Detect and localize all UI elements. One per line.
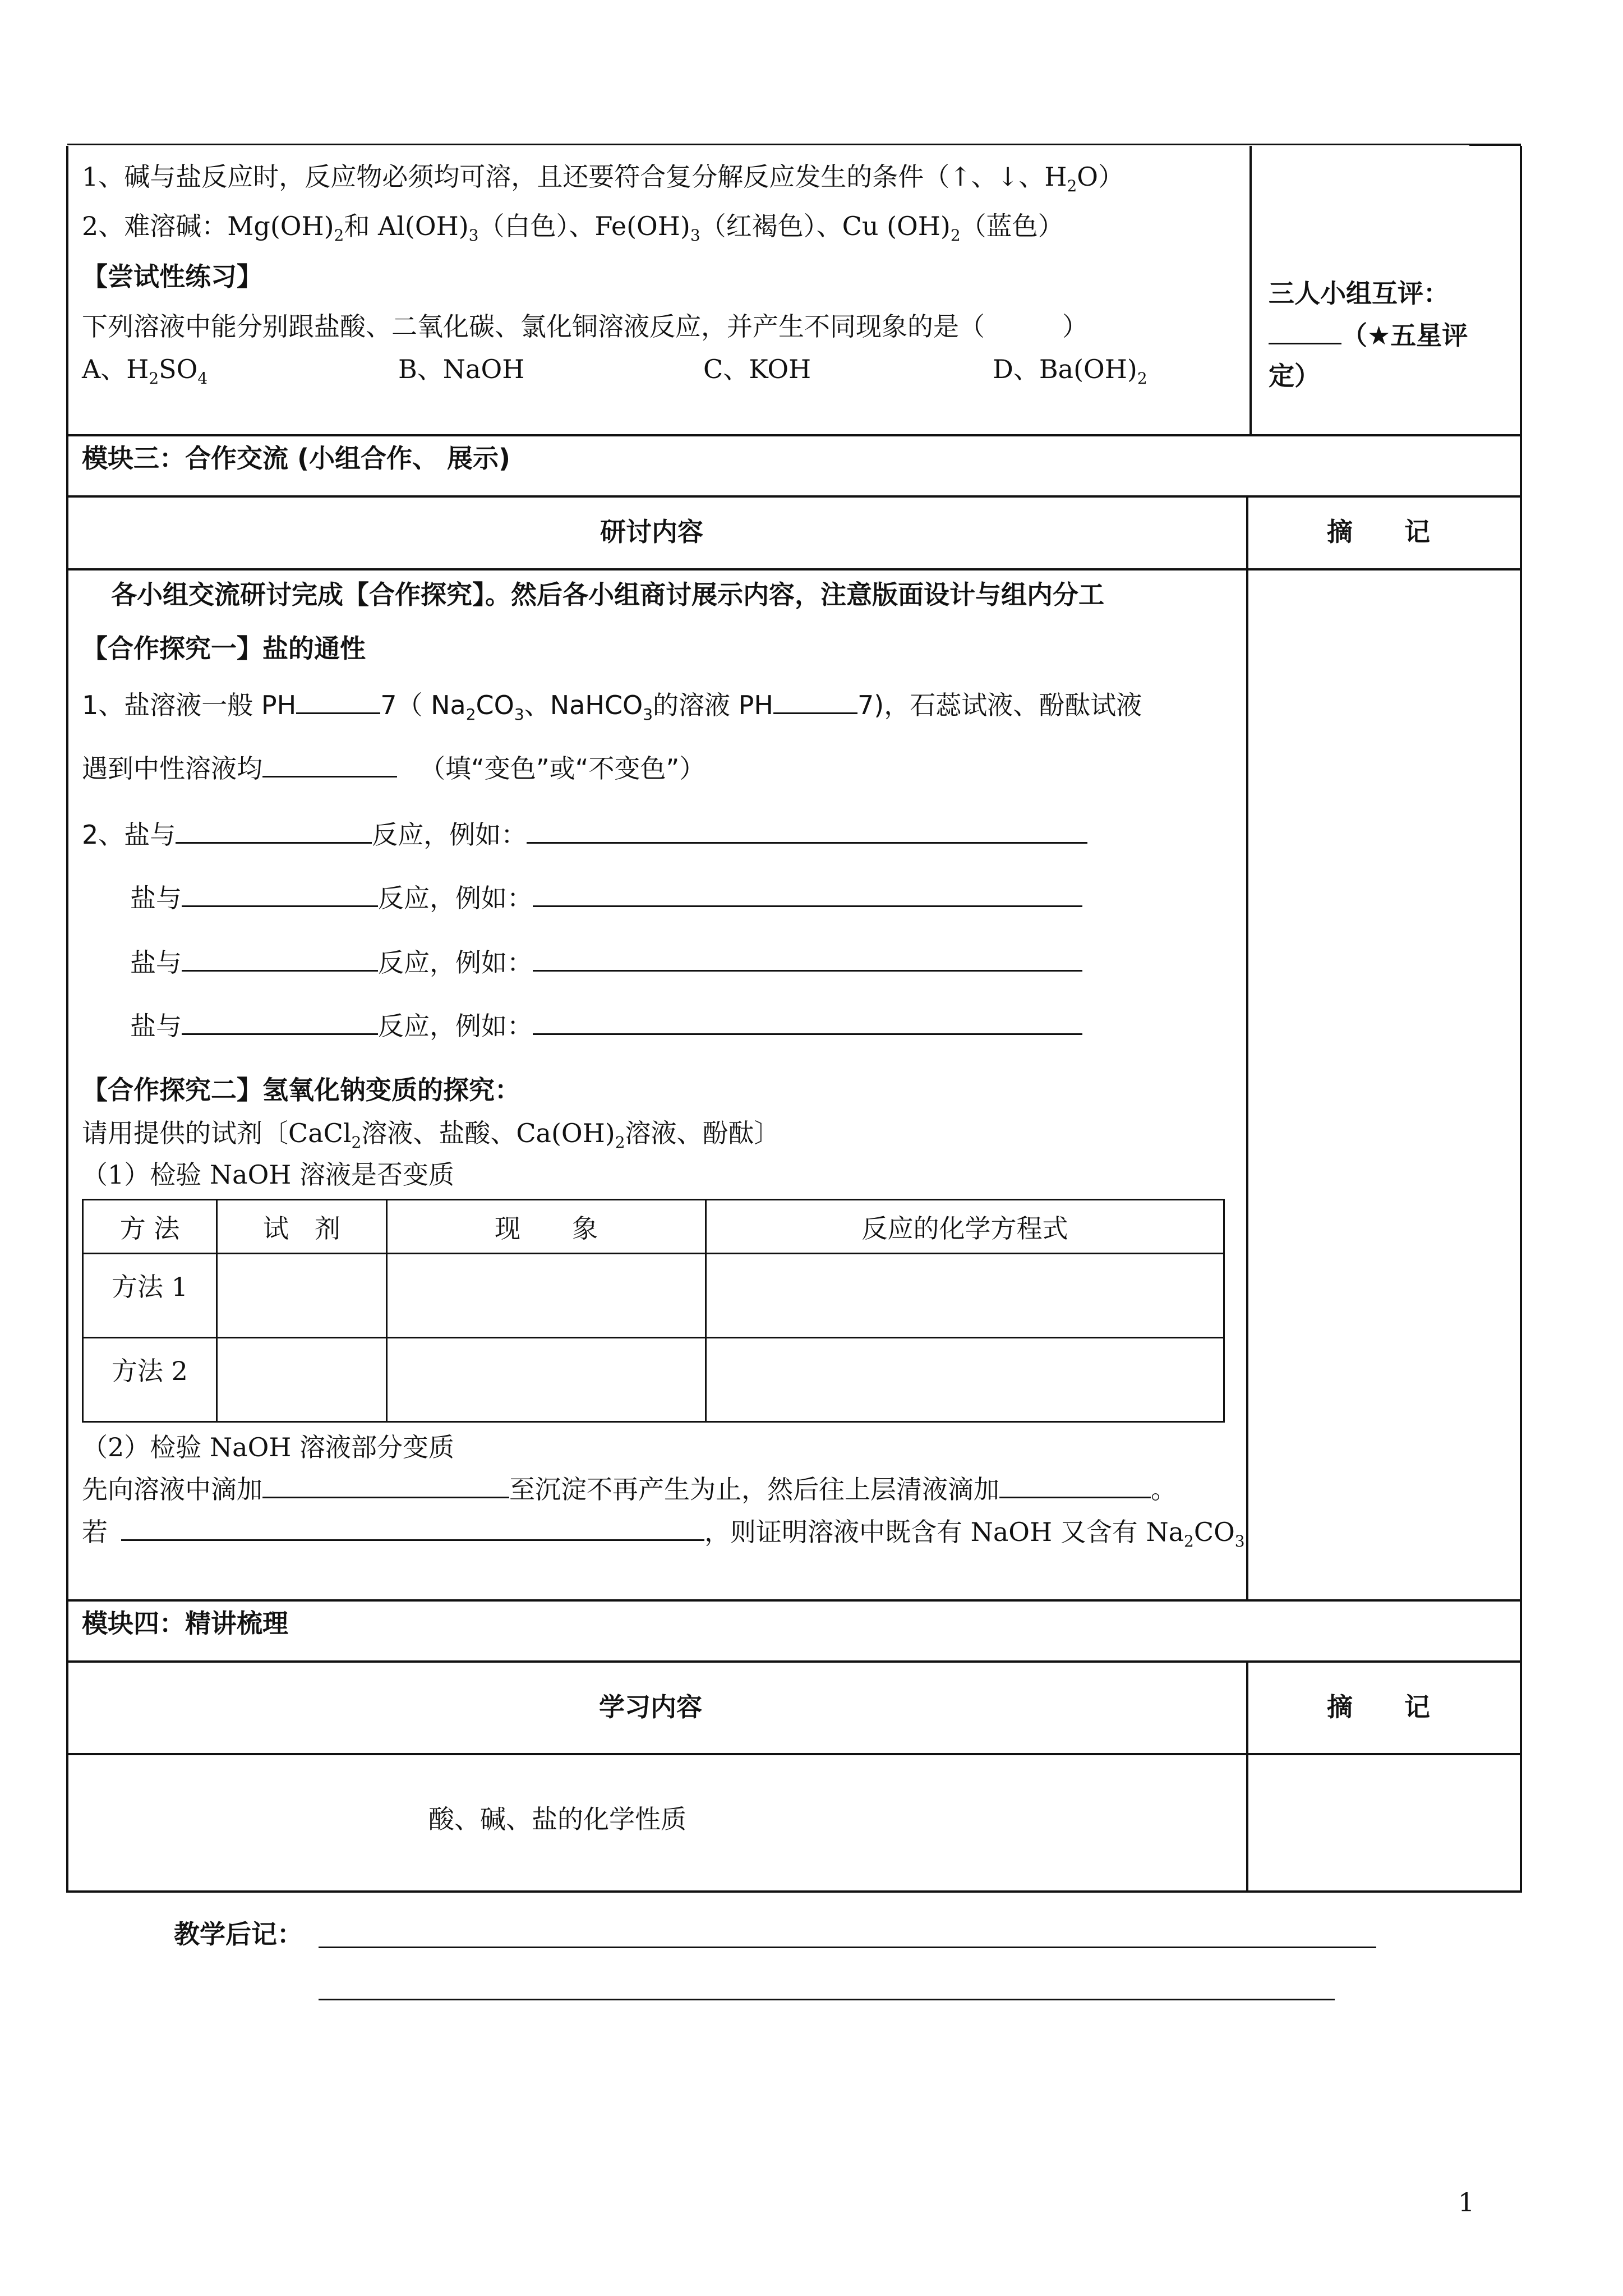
method-2-equation[interactable] bbox=[706, 1338, 1224, 1422]
explore1-heading: 【合作探究一】盐的通性 bbox=[82, 633, 366, 664]
method-2-phenomenon[interactable] bbox=[387, 1338, 706, 1422]
module4-col-content: 学习内容 bbox=[599, 1692, 702, 1722]
option-d: D、$Ba(OH)_2$ bbox=[993, 354, 1147, 388]
question-1: （1）检验 NaOH 溶液是否变质 bbox=[82, 1159, 455, 1190]
salt-reaction-row-3: 盐与 反应，例如： bbox=[130, 945, 1082, 979]
explore1-line2: 遇到中性溶液均 （填“变色”或“不变色”） bbox=[82, 751, 705, 785]
try-practice-heading: 【尝试性练习】 bbox=[82, 261, 262, 292]
practice-question: 下列溶液中能分别跟盐酸、二氧化碳、氯化铜溶液反应，并产生不同现象的是（ ） bbox=[82, 311, 1088, 342]
module3-notes-divider bbox=[1246, 496, 1248, 1600]
module3-intro: 各小组交流研讨完成【合作探究】。然后各小组商讨展示内容，注意版面设计与组内分工 bbox=[111, 579, 1104, 610]
table-right-border bbox=[1520, 146, 1522, 1893]
salt-reaction-row-4: 盐与 反应，例如： bbox=[130, 1009, 1082, 1043]
reagents-line: 请用提供的试剂〔CaCl$_2$溶液、盐酸、$Ca(OH)_2$溶液、酚酞〕 bbox=[82, 1118, 780, 1152]
question-2-line1: 先向溶液中滴加 至沉淀不再产生为止，然后往上层清液滴加 。 bbox=[82, 1472, 1177, 1506]
drop-reagent-blank-2[interactable] bbox=[999, 1472, 1151, 1498]
explore2-heading: 【合作探究二】氢氧化钠变质的探究： bbox=[82, 1075, 520, 1105]
postscript-line-1[interactable] bbox=[319, 1947, 1376, 1948]
method-table bbox=[82, 1199, 1225, 1423]
module4-col-notes: 摘 记 bbox=[1327, 1692, 1430, 1722]
example-blank-2[interactable] bbox=[533, 881, 1082, 907]
peer-review-end: 定） bbox=[1269, 361, 1320, 391]
condition-blank[interactable] bbox=[121, 1515, 704, 1541]
postscript-line-2[interactable] bbox=[319, 1999, 1335, 2000]
peer-review-rating: （★五星评 bbox=[1269, 318, 1468, 352]
th-method: 方 法 bbox=[83, 1200, 217, 1254]
salt-blank-2[interactable] bbox=[182, 881, 378, 907]
module3-col-content: 研讨内容 bbox=[600, 517, 703, 547]
example-blank-4[interactable] bbox=[533, 1009, 1082, 1035]
salt-blank-3[interactable] bbox=[182, 945, 378, 972]
module3-title: 模块三：合作交流 (小组合作、 展示) bbox=[82, 443, 511, 473]
peer-review-blank[interactable] bbox=[1269, 318, 1341, 344]
top-section-divider bbox=[1249, 146, 1252, 435]
module4-notes-divider bbox=[1246, 1662, 1248, 1893]
salt-reaction-row-1: 2、盐与 反应，例如： bbox=[82, 817, 1087, 852]
salt-blank-4[interactable] bbox=[182, 1009, 378, 1035]
method-1-label: 方法 1 bbox=[83, 1254, 217, 1338]
rule-line-1: 1、碱与盐反应时，反应物必须均可溶，且还要符合复分解反应发生的条件（↑、↓、$H_2O$） bbox=[82, 162, 1124, 196]
question-2: （2）检验 NaOH 溶液部分变质 bbox=[82, 1432, 455, 1462]
hr-module4-header-bottom bbox=[66, 1753, 1522, 1755]
explore1-line1: 1、盐溶液一般 PH 7（ $Na_2CO_3$、NaHCO$_3$的溶液 PH 7)，石蕊试液、酚酞试液 bbox=[82, 688, 1142, 722]
hr-module4-top bbox=[66, 1599, 1522, 1602]
color-change-blank[interactable] bbox=[262, 751, 397, 777]
option-b: B、NaOH bbox=[398, 354, 525, 384]
postscript-label: 教学后记： bbox=[174, 1919, 303, 1949]
th-equation: 反应的化学方程式 bbox=[706, 1200, 1224, 1254]
method-1-reagent[interactable] bbox=[217, 1254, 387, 1338]
method-1-equation[interactable] bbox=[706, 1254, 1224, 1338]
table-left-border bbox=[66, 146, 68, 1893]
module4-content: 酸、碱、盐的化学性质 bbox=[428, 1804, 686, 1834]
example-blank-1[interactable] bbox=[527, 817, 1087, 844]
rule-line-2: 2、难溶碱：$Mg(OH)_2$和 $Al(OH)_3$（白色）、$Fe(OH)_3$（红褐色）、Cu $(OH)_2$（蓝色） bbox=[82, 211, 1064, 245]
ph-blank-1[interactable] bbox=[296, 688, 380, 714]
page-number: 1 bbox=[1458, 2187, 1475, 2217]
method-2-label: 方法 2 bbox=[83, 1338, 217, 1422]
option-a: A、$H_2SO_4$ bbox=[82, 354, 208, 388]
table-bottom-border bbox=[66, 1890, 1522, 1893]
option-c: C、KOH bbox=[703, 354, 811, 384]
hr-module4-header-top bbox=[66, 1660, 1522, 1663]
hr-module3-header-bottom bbox=[66, 568, 1522, 570]
method-2-reagent[interactable] bbox=[217, 1338, 387, 1422]
peer-review-title: 三人小组互评： bbox=[1269, 278, 1449, 309]
module3-col-notes: 摘 记 bbox=[1327, 517, 1430, 547]
top-right-border bbox=[1469, 144, 1521, 146]
salt-reaction-row-2: 盐与 反应，例如： bbox=[130, 881, 1082, 915]
method-1-phenomenon[interactable] bbox=[387, 1254, 706, 1338]
question-2-line2: 若 ，则证明溶液中既含有 NaOH 又含有 $Na_2CO_3$ bbox=[82, 1515, 1245, 1549]
top-rule bbox=[67, 144, 1475, 145]
hr-module3-header-top bbox=[66, 495, 1522, 498]
hr-module3-top bbox=[66, 434, 1522, 436]
module4-title: 模块四：精讲梳理 bbox=[82, 1608, 288, 1639]
ph-blank-2[interactable] bbox=[773, 688, 857, 714]
drop-reagent-blank-1[interactable] bbox=[262, 1472, 509, 1498]
th-reagent: 试 剂 bbox=[217, 1200, 387, 1254]
th-phenomenon: 现 象 bbox=[387, 1200, 706, 1254]
example-blank-3[interactable] bbox=[533, 945, 1082, 972]
salt-blank-1[interactable] bbox=[176, 817, 372, 844]
